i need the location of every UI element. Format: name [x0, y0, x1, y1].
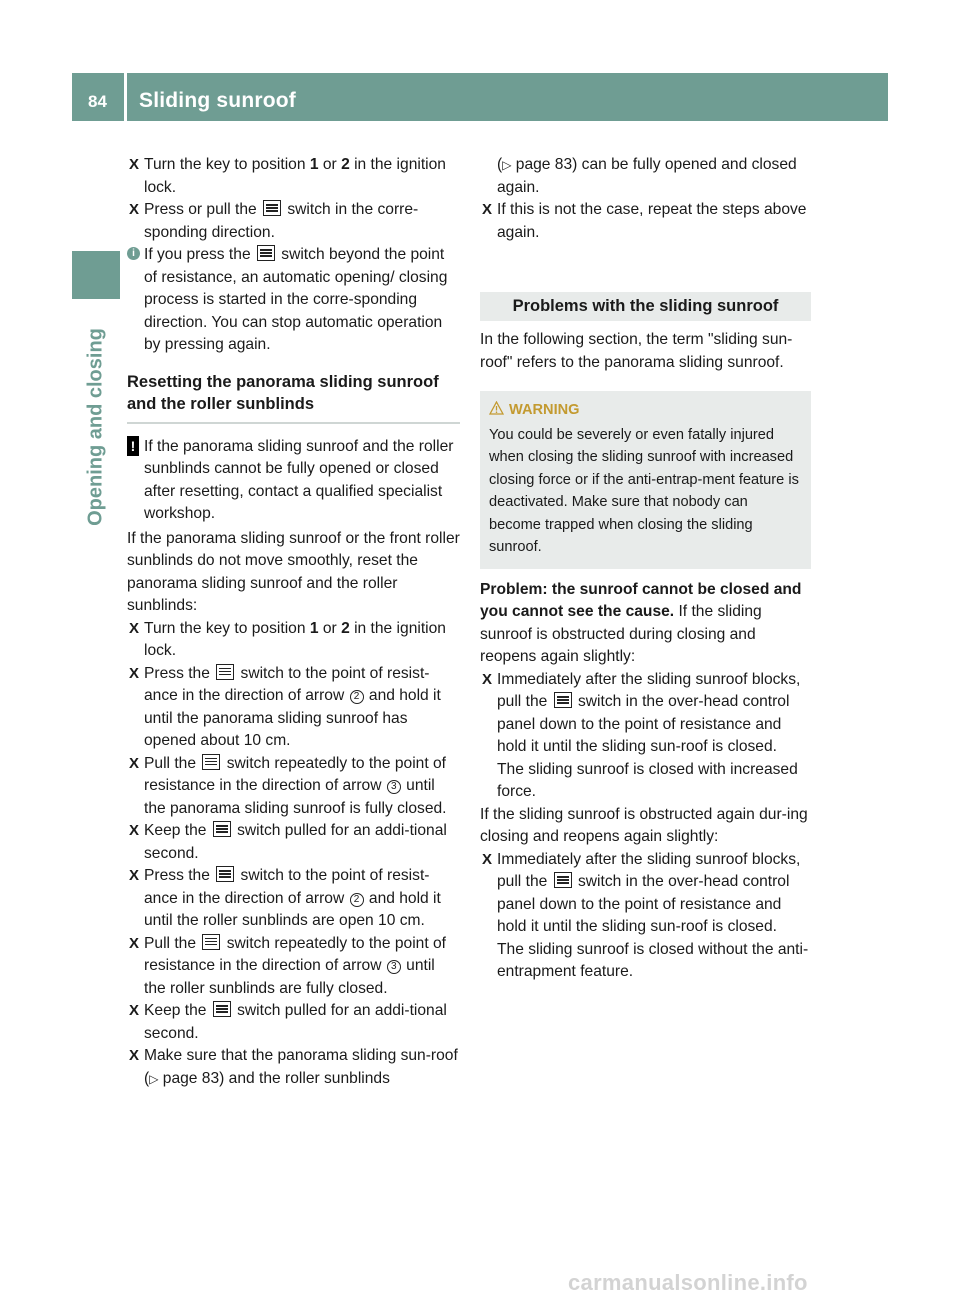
step-marker-icon: X	[482, 850, 493, 868]
step-item: X Turn the key to position 1 or 2 in the ignition lock.	[129, 156, 446, 196]
step-marker-icon: X	[482, 670, 493, 688]
arrow-2-icon: 2	[350, 893, 364, 907]
subheading: Resetting the panorama sliding sunroof and the roller sunblinds	[127, 371, 460, 424]
section-marker	[72, 251, 120, 299]
step-marker-icon: X	[129, 1002, 140, 1019]
paragraph: If the panorama sliding sunroof or the front roller sunblinds do not move smoothly, reset the panorama sliding sunroof and the roller sunblinds:	[127, 529, 460, 614]
sunroof-switch-icon	[257, 245, 275, 261]
warning-text: You could be severely or even fatally injured when closing the sliding sunroof with increased closing force or if the anti-entrap-ment feature is deactivated. Make sure that nobody can become trapped when closing the sliding sunroof.	[489, 426, 799, 555]
step-item: X Keep the switch pulled for an addi-tional second.	[129, 1002, 447, 1042]
warning-title: WARNING	[489, 399, 802, 422]
step-marker-icon: X	[129, 201, 140, 218]
problem-paragraph: Problem: the sunroof cannot be closed and you cannot see the cause. If the sliding sunroof is obstructed during closing and reopens again slightly:	[480, 580, 802, 665]
step-continuation: (▷ page 83) can be fully opened and closed again.	[497, 156, 797, 196]
sunroof-switch-icon	[554, 692, 572, 708]
arrow-2-icon: 2	[350, 690, 364, 704]
warning-box	[480, 391, 811, 569]
step-marker-icon: X	[482, 201, 493, 218]
step-item: X Immediately after the sliding sunroof blocks, pull the switch in the over-head control panel down to the point of resistance and hold it until the sliding sun-roof is closed. The sliding sunroof is closed with increased force.	[480, 669, 811, 804]
step-marker-icon: X	[129, 754, 140, 772]
caution-icon: !	[127, 436, 139, 456]
header-separator	[124, 73, 127, 121]
step-marker-icon: X	[129, 822, 140, 839]
step-item: X Keep the switch pulled for an addi-tional second.	[129, 822, 447, 862]
left-column	[127, 154, 460, 1090]
footer-watermark: carmanualsonline.info	[568, 1270, 808, 1295]
step-item: X Pull the switch repeatedly to the point of resistance in the direction of arrow 3 until the roller sunblinds are fully closed.	[129, 934, 447, 997]
info-icon: i	[127, 247, 140, 260]
sunroof-switch-icon	[213, 1001, 231, 1017]
sunroof-switch-icon	[202, 934, 220, 950]
info-note: i If you press the switch beyond the point of resistance, an automatic opening/ closing process is started in the corre-sponding direction. You can stop automatic operation by pressing again.	[127, 244, 460, 357]
step-result: The sliding sunroof is closed without the anti-entrapment feature.	[497, 940, 809, 980]
sunroof-switch-icon	[263, 200, 281, 216]
problem-heading: Problem: the sunroof cannot be closed and you cannot see the cause.	[480, 580, 802, 620]
sunroof-switch-icon	[554, 872, 572, 888]
sunroof-switch-icon	[202, 754, 220, 770]
page-ref-arrow-icon: ▷	[149, 1071, 159, 1086]
section-heading: Problems with the sliding sunroof	[480, 292, 811, 321]
caution-note: ! If the panorama sliding sunroof and the roller sunblinds cannot be fully opened or closed after resetting, contact a qualified specialist workshop.	[127, 436, 460, 526]
step-item: X Immediately after the sliding sunroof blocks, pull the switch in the over-head control panel down to the point of resistance and hold it until the sliding sun-roof is closed. The sliding sunroof is closed without the anti-entrapment feature.	[480, 849, 811, 984]
step-item: X If this is not the case, repeat the steps above again.	[482, 201, 807, 241]
paragraph: If the sliding sunroof is obstructed again dur-ing closing and reopens again slightly:	[480, 805, 808, 845]
step-item: X Make sure that the panorama sliding sun-roof (▷ page 83) and the roller sunblinds	[129, 1047, 458, 1087]
step-item: X Press or pull the switch in the corre-sponding direction.	[129, 201, 419, 241]
step-marker-icon: X	[129, 934, 140, 952]
sunroof-switch-icon	[216, 866, 234, 882]
page-title: Sliding sunroof	[139, 89, 296, 112]
section-label	[72, 302, 120, 552]
page-ref-arrow-icon: ▷	[502, 158, 512, 172]
arrow-3-icon: 3	[387, 960, 401, 974]
warning-triangle-icon	[489, 401, 504, 415]
step-marker-icon: X	[129, 619, 140, 637]
step-marker-icon: X	[129, 664, 140, 682]
section-label-text: Opening and closing	[84, 328, 107, 526]
arrow-3-icon: 3	[387, 780, 401, 794]
step-item: X Turn the key to position 1 or 2 in the ignition lock.	[129, 619, 446, 659]
sunroof-switch-icon	[213, 821, 231, 837]
step-marker-icon: X	[129, 867, 140, 884]
page-number: 84	[88, 92, 107, 111]
paragraph: In the following section, the term "sliding sun-roof" refers to the panorama sliding sunroof.	[480, 331, 793, 371]
step-item: X Press the switch to the point of resist-ance in the direction of arrow 2 and hold it until the panorama sliding sunroof has opened about 10 cm.	[129, 664, 441, 749]
right-column	[480, 154, 811, 984]
sunroof-switch-icon	[216, 664, 234, 680]
step-marker-icon: X	[129, 1047, 140, 1064]
step-item: X Pull the switch repeatedly to the point of resistance in the direction of arrow 3 until the panorama sliding sunroof is fully closed.	[129, 754, 447, 817]
step-item: X Press the switch to the point of resist-ance in the direction of arrow 2 and hold it until the roller sunblinds are open 10 cm.	[129, 867, 441, 929]
step-result: The sliding sunroof is closed with increased force.	[497, 760, 798, 800]
step-marker-icon: X	[129, 156, 140, 173]
